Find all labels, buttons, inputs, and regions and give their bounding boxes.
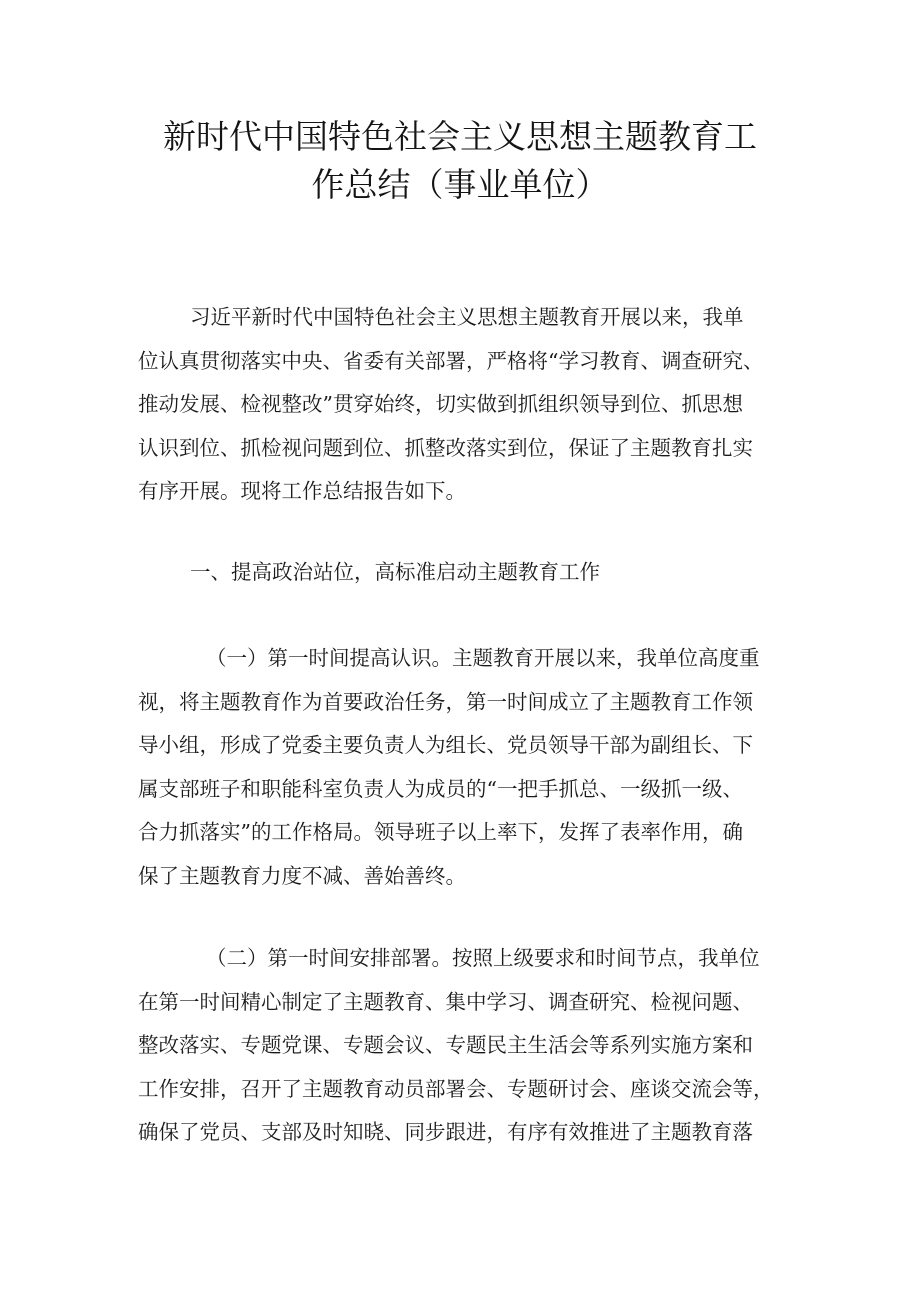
- paragraph-line: 在第一时间精心制定了主题教育、集中学习、调查研究、检视问题、: [138, 989, 753, 1014]
- paragraph-line: 确保了党员、支部及时知晓、同步跟进，有序有效推进了主题教育落: [138, 1120, 753, 1144]
- section-heading-text: 一、提高政治站位，高标准启动主题教育工作: [190, 560, 600, 584]
- paragraph-line: 属支部班子和职能科室负责人为成员的“一把手抓总、一级抓一级、: [138, 776, 743, 801]
- intro-paragraph: [138, 296, 798, 514]
- paragraph-line: 导小组，形成了党委主要负责人为组长、党员领导干部为副组长、下: [138, 733, 753, 757]
- section-1-heading: [138, 551, 798, 595]
- paragraph-line: 合力抓落实”的工作格局。领导班子以上率下，发挥了表率作用，确: [138, 820, 743, 844]
- paragraph-line: 工作安排，召开了主题教育动员部署会、专题研讨会、座谈交流会等，: [138, 1076, 774, 1101]
- intro-line: 位认真贯彻落实中央、省委有关部署，严格将“学习教育、调查研究、: [138, 348, 764, 373]
- paragraph-line: （二）第一时间安排部署。按照上级要求和时间节点，我单位: [206, 946, 760, 970]
- section-1-paragraph-1: [138, 637, 798, 898]
- paragraph-line: 视，将主题教育作为首要政治任务，第一时间成立了主题教育工作领: [138, 689, 753, 714]
- paragraph-line: （一）第一时间提高认识。主题教育开展以来，我单位高度重: [206, 646, 760, 670]
- intro-line: 推动发展、检视整改”贯穿始终，切实做到抓组织领导到位、抓思想: [138, 392, 743, 416]
- document-title-line-2: 作总结（事业单位）: [311, 165, 609, 204]
- paragraph-line: 保了主题教育力度不减、善始善终。: [138, 863, 466, 888]
- intro-line: 有序开展。现将工作总结报告如下。: [138, 479, 466, 503]
- intro-line: 认识到位、抓检视问题到位、抓整改落实到位，保证了主题教育扎实: [138, 435, 753, 460]
- document-title-line-1: 新时代中国特色社会主义思想主题教育工: [163, 117, 757, 156]
- intro-line: 习近平新时代中国特色社会主义思想主题教育开展以来，我单: [190, 305, 744, 329]
- section-1-paragraph-2: [138, 937, 798, 1155]
- paragraph-line: 整改落实、专题党课、专题会议、专题民主生活会等系列实施方案和: [138, 1033, 753, 1057]
